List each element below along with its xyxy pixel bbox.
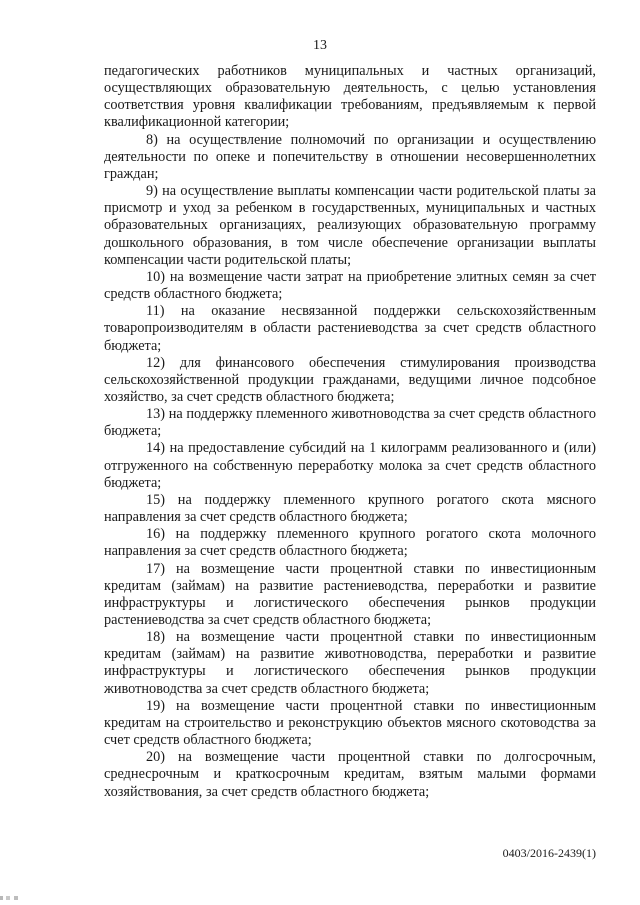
list-item-18: 18) на возмещение части процентной ставки по инвестиционным кредитам (займам) на развитие животноводства, переработки и развитие инфраструктуры и логистического обеспечения рынков продукции животноводства за счет средств областного бюджета; [104,629,596,697]
list-item-9: 9) на осуществление выплаты компенсации части родительской платы за присмотр и уход за ребенком в государственных, муниципальных и частных образовательных организациях, реализующих образовательную программу дошкольного образования, в том числе обеспечение организации выплаты компенсации части родительской платы; [104,183,596,268]
list-item-17: 17) на возмещение части процентной ставки по инвестиционным кредитам (займам) на развитие растениеводства, переработки и развитие инфраструктуры и логистического обеспечения рынков продукции растениеводства за счет средств областного бюджета; [104,560,596,628]
page-number: 13 [313,38,327,53]
list-item-19: 19) на возмещение части процентной ставки по инвестиционным кредитам на строительство и реконструкцию объектов мясного скотоводства за счет средств областного бюджета; [104,697,596,749]
document-id: 0403/2016-2439(1) [502,846,596,860]
list-item-8: 8) на осуществление полномочий по организации и осуществлению деятельности по опеке и попечительству в отношении несовершеннолетних граждан; [104,131,596,182]
document-body [104,63,596,801]
list-item-16: 16) на поддержку племенного крупного рогатого скота молочного направления за счет средств областного бюджета; [104,526,596,560]
list-item-13: 13) на поддержку племенного животноводства за счет средств областного бюджета; [104,406,596,440]
list-item-14: 14) на предоставление субсидий на 1 килограмм реализованного и (или) отгруженного на собственную переработку молока за счет средств областного бюджета; [104,440,596,491]
list-item-20: 20) на возмещение части процентной ставки по долгосрочным, среднесрочным и краткосрочным кредитам, взятым малыми формами хозяйствования, за счет средств областного бюджета; [104,749,596,800]
list-item-10: 10) на возмещение части затрат на приобретение элитных семян за счет средств областного бюджета; [104,268,596,303]
list-item-12: 12) для финансового обеспечения стимулирования производства сельскохозяйственной продукции гражданами, ведущими личное подсобное хозяйство, за счет средств областного бюджета; [104,354,596,405]
list-item-11: 11) на оказание несвязанной поддержки сельскохозяйственным товаропроизводителям в области растениеводства за счет средств областного бюджета; [104,303,596,354]
list-item-15: 15) на поддержку племенного крупного рогатого скота мясного направления за счет средств областного бюджета; [104,491,596,526]
scan-artifact [0,896,26,900]
paragraph-continued: педагогических работников муниципальных и частных организаций, осуществляющих образовательную деятельность, с целью установления соответствия уровня квалификации требованиям, предъявляемым к первой квалификационной категории; [104,63,596,131]
